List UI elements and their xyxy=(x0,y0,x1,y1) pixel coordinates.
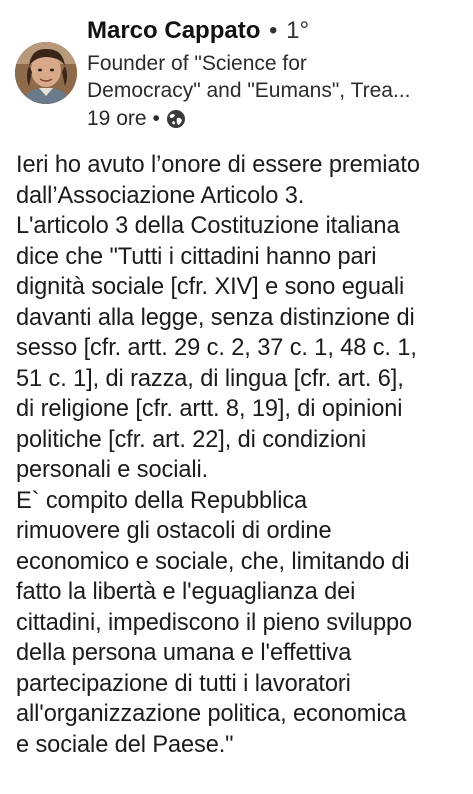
headline-line: Democracy" and "Eumans", Trea... xyxy=(87,79,411,102)
post-body xyxy=(16,150,466,760)
post-line: personali e sociali. xyxy=(16,457,209,483)
post-line: E` compito della Repubblica xyxy=(16,487,308,514)
post-line: cittadini, impediscono il pieno sviluppo xyxy=(16,609,413,636)
post-line: dignità sociale [cfr. XIV] e sono eguali xyxy=(16,274,405,300)
author-headline xyxy=(87,50,465,104)
post-line: dice che "Tutti i cittadini hanno pari xyxy=(16,243,377,270)
post-line: L'articolo 3 della Costituzione italiana xyxy=(16,213,400,239)
post-line: fatto la libertà e l'eguaglianza dei xyxy=(16,579,356,605)
post-line: rimuovere gli ostacoli di ordine xyxy=(16,518,332,544)
post-line: e sociale del Paese." xyxy=(16,731,234,758)
author-line xyxy=(87,17,309,45)
post-header xyxy=(0,0,473,146)
globe-icon xyxy=(166,109,186,129)
post-line: davanti alla legge, senza distinzione di xyxy=(16,304,415,331)
post-line: di religione [cfr. artt. 8, 19], di opinioni xyxy=(16,396,403,422)
post-time: 19 ore xyxy=(87,107,147,130)
separator-dot: • xyxy=(269,17,278,44)
avatar[interactable] xyxy=(15,42,77,104)
post-line: 51 c. 1], di razza, di lingua [cfr. art. 6], xyxy=(16,365,404,392)
post-line: Ieri ho avuto l’onore di essere premiato xyxy=(16,152,420,178)
post-line: della persona umana e l'effettiva xyxy=(16,640,352,666)
post-meta xyxy=(87,106,186,132)
post-line: dall’Associazione Articolo 3. xyxy=(16,182,305,209)
connection-degree: 1° xyxy=(286,17,310,44)
avatar-photo xyxy=(15,42,77,104)
post-line: economico e sociale, che, limitando di xyxy=(16,548,410,575)
post-line: sesso [cfr. artt. 29 c. 2, 37 c. 1, 48 c. 1, xyxy=(16,335,417,361)
headline-line: Founder of "Science for xyxy=(87,52,307,75)
post-line: all'organizzazione politica, economica xyxy=(16,701,407,727)
post-line: partecipazione di tutti i lavoratori xyxy=(16,670,351,697)
separator-dot: • xyxy=(152,107,160,130)
author-name[interactable]: Marco Cappato xyxy=(87,17,261,44)
post-line: politiche [cfr. art. 22], di condizioni xyxy=(16,426,367,453)
